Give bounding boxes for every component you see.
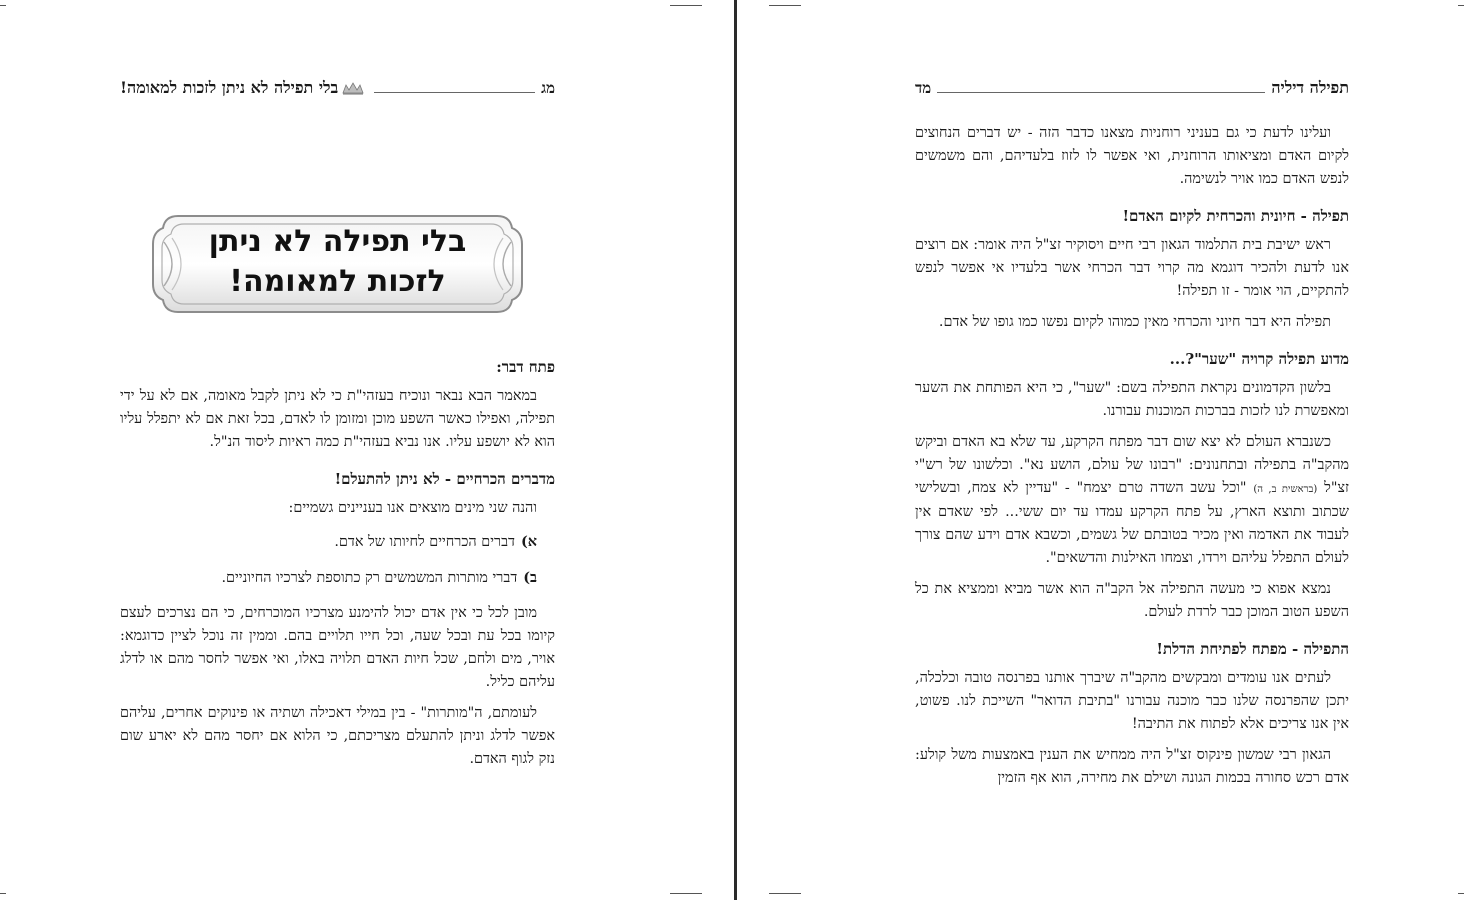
page-number: מג [541,79,555,97]
body-paragraph: בלשון הקדמונים נקראת התפילה בשם: "שער", כי היא הפותחת את השער ומאפשרת לנו לזכות בברכות המוכנות עבורנו. [915,380,1349,419]
left-text-column [120,356,555,779]
body-paragraph: תפילה היא דבר חיוני והכרחי מאין כמוהו לקיום נפשו כמו גופו של אדם. [938,314,1331,330]
right-page [737,0,1464,900]
paragraph-text: "וכל עשב השדה טרם יצמח" - "עדיין לא צמח, ובשלישי שכתוב ותוצא הארץ, על פתח הקרקע עמדו עד יום ששי... לפי שאדם אין לעבוד את האדמה ואין מכיר בטובתם של גשמים, וכשבא אדם וידע שהם צורך לעולם התפלל עליהם וירדו, וצמחו האילנות והדשאים". [915,480,1349,566]
item-marker: א) [520,533,537,550]
crop-mark [769,893,801,894]
chapter-title-line-1: בלי תפילה לא ניתן [208,224,467,259]
right-text-column [915,122,1349,798]
section-heading: תפילה - חיונית והכרחית לקיום האדם! [1122,207,1349,225]
chapter-title [150,222,525,302]
page-number: מד [915,79,932,97]
running-title: תפילה דיליה [1271,78,1349,97]
body-paragraph: מובן לכל כי אין אדם יכול להימנע מצרכיו המוכרחים, כי הם נצרכים לעצם קיומו בכל עת ובכל שעה, וכל חייו תלויים בהם. וממין זה נוכל לציין כדוגמא: אויר, מים ולחם, שכל חיות האדם תלויה באלו, ואי אפשר לחסר מהם או לדלג עליהם כליל. [120,605,555,690]
running-head [120,74,555,98]
item-marker: ב) [523,569,537,586]
item-text: דברי מותרות המשמשים רק כתוספת לצרכיו החיוניים. [221,570,518,586]
running-head [915,74,1349,98]
intro-heading: פתח דבר: [496,358,555,376]
body-paragraph: לעתים אנו עומדים ומבקשים מהקב"ה שיברך אותנו בפרנסה טובה וכלכלה, יתכן שהפרנסה שלנו כבר מוכנה עבורנו "בתיבת הדואר" השייכת לנו. פשוט, אין אנו צריכים אלא לפתוח את התיבה! [915,670,1349,732]
section-heading: מדברים הכרחיים - לא ניתן להתעלם! [334,470,555,488]
body-paragraph: ועלינו לדעת כי גם בעניני רוחניות מצאנו כדבר הזה - יש דברים הנחוצים לקיום האדם ומציאותו הרוחנית, ואי אפשר לו לזוז בלעדיהם, והם משמשים לנפש האדם כמו אויר לנשימה. [915,125,1349,187]
paragraph-text: כשנברא העולם לא יצא שום דבר מפתח הקרקע, עד שלא בא האדם וביקש מהקב"ה בתפילה ובתחנונים: "רבונו של עולם, הושע נא". וכלשונו של רש"י זצ"ל [915,434,1349,496]
list-item [120,566,537,590]
crop-mark [769,5,801,6]
intro-paragraph: במאמר הבא נבאר ונוכיח בעזהי"ת כי לא ניתן לקבל מאומה, אם לא על ידי תפילה, ואפילו כאשר השפע מוכן ומזומן לו לאדם, בכל זאת אם לא יתפלל עליו הוא לא יושפע עליו. אנו נביא בעזהי"ת כמה ראיות ליסוד הנ"ל. [120,388,555,450]
crop-mark [0,893,6,894]
running-head-rule [937,92,1265,93]
crown-ornament-icon [342,81,364,95]
section-intro: והנה שני מינים מוצאים אנו בעניינים גשמיים: [288,500,537,516]
item-text: דברים הכרחיים לחיותו של אדם. [334,534,515,550]
section-heading: התפילה - מפתח לפתיחת הדלת! [1156,640,1349,658]
running-head-rule [374,92,535,93]
running-title: בלי תפילה לא ניתן לזכות למאומה! [120,78,339,97]
chapter-title-line-2: לזכות למאומה! [229,264,446,299]
list-item [120,530,537,554]
section-heading: מדוע תפילה קרויה "שער"?... [1169,350,1349,368]
source-citation: (בראשית ב, ה) [1253,484,1318,495]
body-paragraph [915,431,1349,570]
crop-mark [670,893,702,894]
body-paragraph: הגאון רבי שמשון פינקוס זצ"ל היה ממחיש את הענין באמצעות משל קולע: אדם רכש סחורה בכמות הגונה ושילם את מחירה, הוא אף הזמין [915,747,1349,786]
crop-mark [670,5,702,6]
crop-mark [1458,893,1464,894]
body-paragraph: לעומתם, ה"מותרות" - בין במילי דאכילה ושתיה או פינוקים אחרים, עליהם אפשר לדלג וניתן להתעלם מצריכתם, כי הלוא אם יחסר מהם לא יארע שום נזק לגוף האדם. [120,705,555,767]
crop-mark [1458,5,1464,6]
crop-mark [0,5,6,6]
body-paragraph: נמצא אפוא כי מעשה התפילה אל הקב"ה הוא אשר מביא וממציא את כל השפע הטוב המוכן כבר לרדת לעולם. [915,581,1349,620]
body-paragraph: ראש ישיבת בית התלמוד הגאון רבי חיים ויסוקיר זצ"ל היה אומר: אם רוצים אנו לדעת ולהכיר דוגמא מה קרוי דבר הכרחי אשר בלעדיו אי אפשר לנפש להתקיים, הוי אומר - זו תפילה! [915,237,1349,299]
